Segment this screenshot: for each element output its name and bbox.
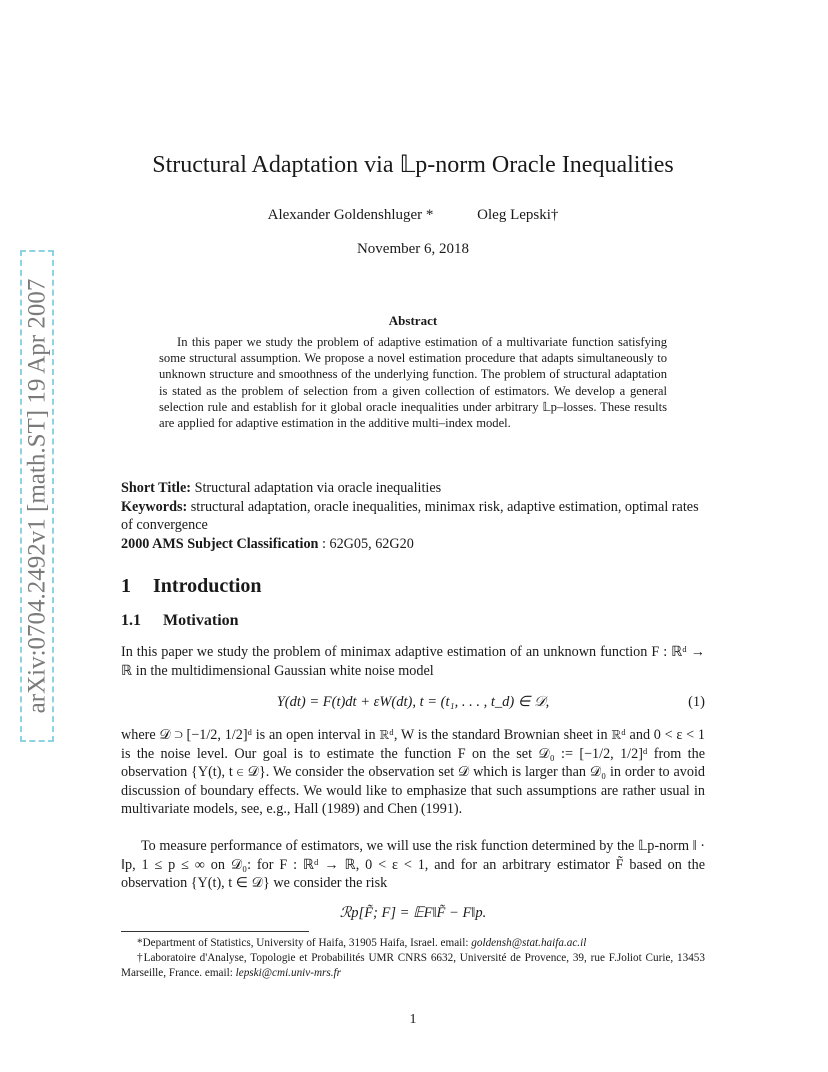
equation-1-number: (1) <box>688 694 705 710</box>
author-2: Oleg Lepski† <box>477 207 559 223</box>
equation-2-body: ℛp[F̃; F] = 𝔼F‖F̃ − F‖p. <box>339 905 487 921</box>
section-heading <box>121 575 262 598</box>
section-title: Introduction <box>153 575 262 597</box>
short-title-value: Structural adaptation via oracle inequalities <box>194 480 442 496</box>
short-title-label: Short Title: <box>121 480 192 496</box>
arxiv-stamp <box>20 250 54 742</box>
paragraph-1: In this paper we study the problem of minimax adaptive estimation of an unknown function F : ℝᵈ → ℝ in the multidimensional Gaussian white noise model <box>121 644 705 679</box>
subsection-title: Motivation <box>163 612 239 629</box>
paragraph-3: To measure performance of estimators, we will use the risk function determined by the 𝕃p-norm ‖ · ‖p, 1 ≤ p ≤ ∞ on 𝒟₀: for F : ℝᵈ → ℝ, 0 < ε < 1, and for an arbitrary estimator F̃ based on the observation {Y(t), t ∈ 𝒟} we consider the risk <box>121 838 705 891</box>
author-list <box>121 207 705 224</box>
page-number: 1 <box>409 1012 417 1027</box>
subsection-heading <box>121 612 239 630</box>
ams-label: 2000 AMS Subject Classification <box>121 535 319 552</box>
abstract-heading: Abstract <box>388 313 438 328</box>
equation-2 <box>121 905 705 922</box>
ams-line <box>121 535 705 554</box>
section-number: 1 <box>121 575 131 597</box>
paper-title: Structural Adaptation via 𝕃p-norm Oracle Inequalities <box>152 152 674 178</box>
paragraph-2: where 𝒟 ⊃ [−1/2, 1/2]ᵈ is an open interval in ℝᵈ, W is the standard Brownian sheet in ℝᵈ and 0 < ε < 1 is the noise level. Our goal is to estimate the function F on the set 𝒟₀ := [−1/2, 1/2]ᵈ from the observation {Y(t), t ∈ 𝒟}. We consider the observation set 𝒟 which is larger than 𝒟₀ in order to avoid discussion of boundary effects. We would like to emphasize that such assumptions are rather usual in multivariate models, see, e.g., Hall (1989) and Chen (1991). <box>121 727 705 817</box>
footnote-1-email: goldensh@stat.haifa.ac.il <box>471 937 587 949</box>
arxiv-id: arXiv:0704.2492v1 [math.ST] 19 Apr 2007 <box>23 278 50 714</box>
footnotes <box>121 936 705 981</box>
footnote-1 <box>121 936 705 951</box>
subsection-number: 1.1 <box>121 612 141 629</box>
footnote-2-text: †Laboratoire d'Analyse, Topologie et Probabilités UMR CNRS 6632, Université de Provence, 39, rue F.Joliot Curie, 13453 Marseille, France. email: <box>121 952 705 979</box>
paper-meta <box>121 479 705 553</box>
footnote-2-email: lepski@cmi.univ-mrs.fr <box>235 967 342 979</box>
footnote-2 <box>121 951 705 981</box>
footnote-rule <box>121 931 309 932</box>
keywords-line <box>121 498 705 535</box>
keywords-value: structural adaptation, oracle inequalities, minimax risk, adaptive estimation, optimal rates of convergence <box>121 498 699 533</box>
equation-1-body: Y(dt) = F(t)dt + εW(dt), t = (t₁, . . . , t_d) ∈ 𝒟, <box>276 694 550 710</box>
paper-date: November 6, 2018 <box>356 241 470 257</box>
keywords-label: Keywords: <box>121 498 188 515</box>
author-1: Alexander Goldenshluger * <box>267 207 434 223</box>
ams-value: : 62G05, 62G20 <box>322 535 414 552</box>
footnote-1-text: *Department of Statistics, University of Haifa, 31905 Haifa, Israel. email: <box>137 937 472 949</box>
short-title-line <box>121 479 705 498</box>
abstract-text: In this paper we study the problem of adaptive estimation of a multivariate function satisfying some structural assumption. We propose a novel estimation procedure that adapts simultaneously to unknown structure and smoothness of the underlying function. The problem of structural adaptation is stated as the problem of selection from a given collection of estimators. We develop a general selection rule and establish for it global oracle inequalities under arbitrary 𝕃p–losses. These results are applied for adaptive estimation in the additive multi–index model. <box>159 335 667 431</box>
equation-1 <box>121 694 705 711</box>
